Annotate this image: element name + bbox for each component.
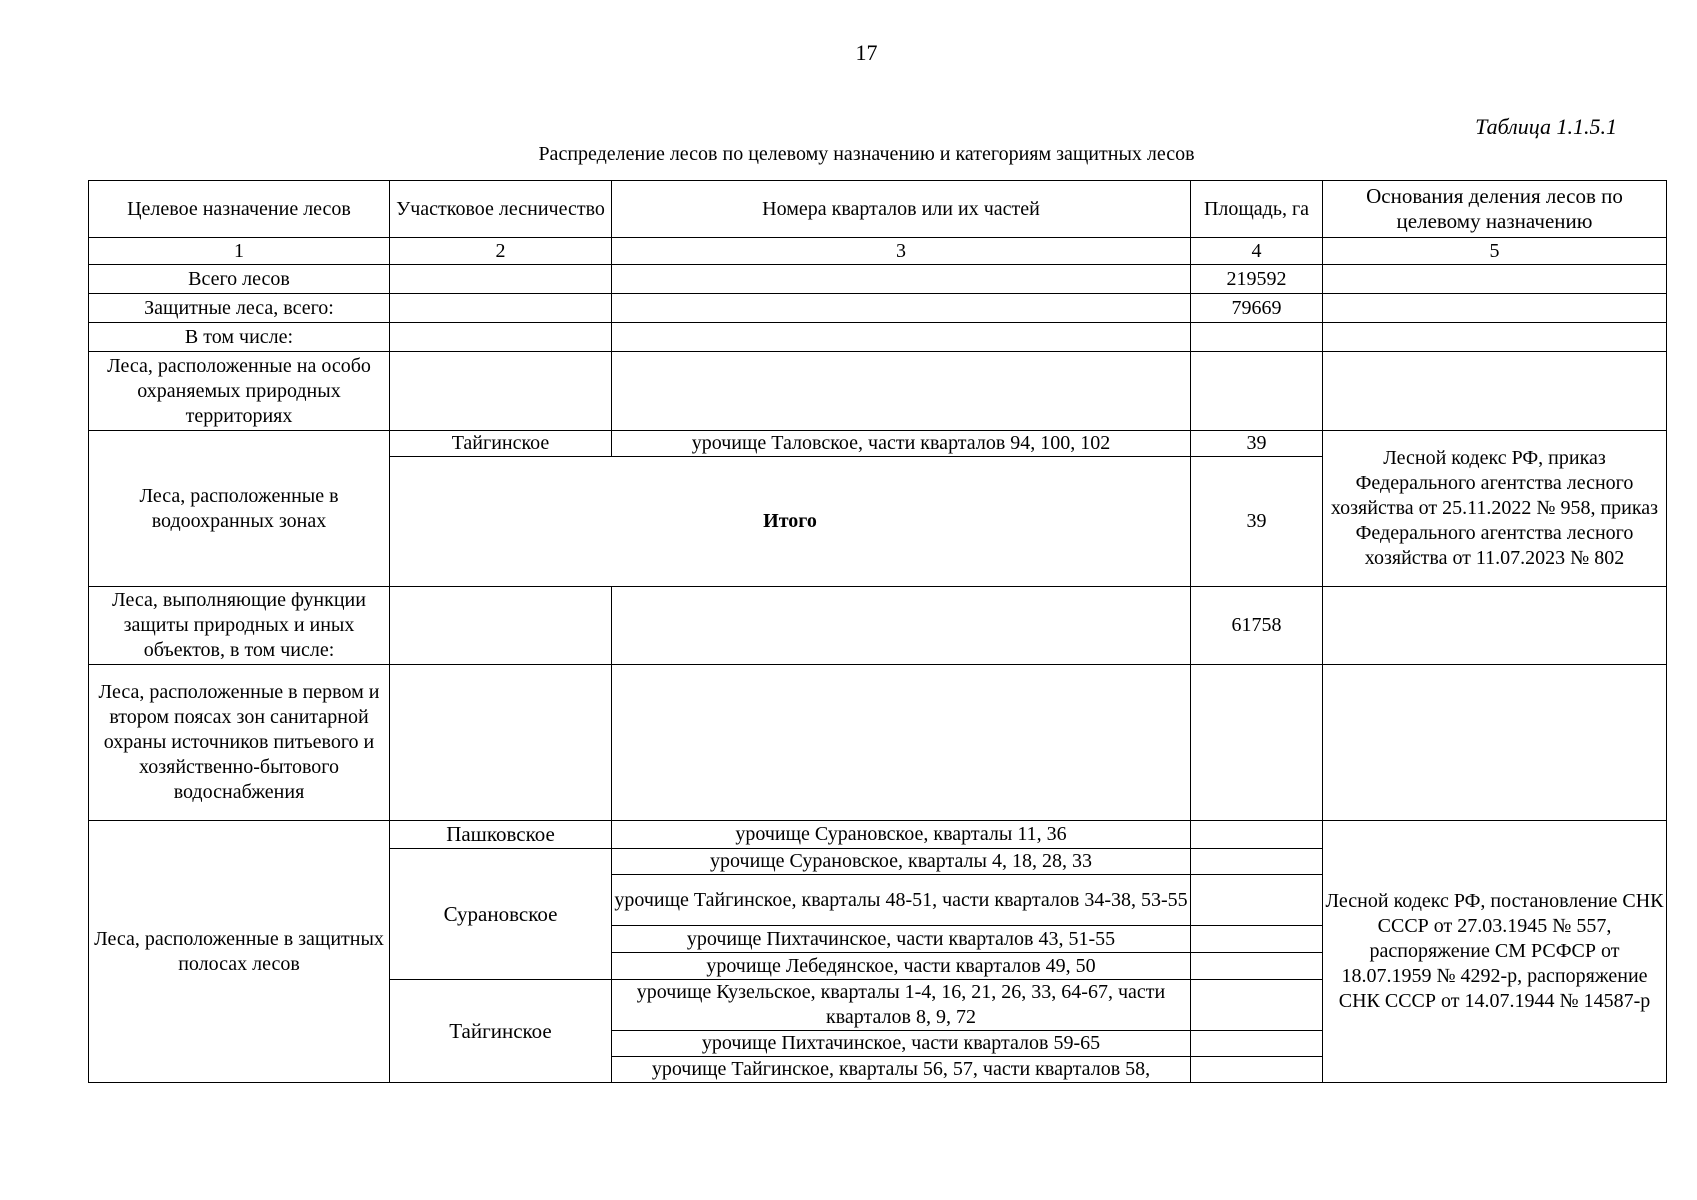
cell-empty [390, 587, 612, 665]
table-label: Таблица 1.1.5.1 [1475, 114, 1617, 139]
cell-area: 61758 [1191, 587, 1323, 665]
cell-empty [1191, 953, 1323, 980]
table-row [89, 821, 1667, 849]
cell-forestry: Пашковское [390, 821, 612, 849]
cell-empty [1191, 1057, 1323, 1083]
page-number: 17 [855, 40, 878, 65]
cell-empty [612, 265, 1191, 294]
cell-empty [1191, 352, 1323, 431]
total-label: Итого [390, 457, 1191, 587]
cell-basis: Лесной кодекс РФ, постановление СНК СССР от 27.03.1945 № 557, распоряжение СМ РСФСР от 18.07.1959 № 4292-р, распоряжение СНК СССР от 14.07.1944 № 14587-р [1323, 821, 1667, 1083]
row-label: Защитные леса, всего: [89, 294, 390, 323]
header-basis: Основания деления лесов по целевому назначению [1323, 181, 1667, 238]
cell-empty [1191, 323, 1323, 352]
cell-quarters: урочище Таловское, части кварталов 94, 100, 102 [612, 431, 1191, 457]
header-row [89, 181, 1667, 238]
table-caption: Распределение лесов по целевому назначению и категориям защитных лесов [538, 143, 1195, 165]
cell-quarters: урочище Пихтачинское, части кварталов 59-65 [612, 1031, 1191, 1057]
cell-forestry: Тайгинское [390, 980, 612, 1083]
cell-empty [1191, 665, 1323, 821]
cell-quarters: урочище Сурановское, кварталы 4, 18, 28, 33 [612, 849, 1191, 875]
cell-empty [390, 352, 612, 431]
cell-empty [390, 294, 612, 323]
cell-area: 39 [1191, 431, 1323, 457]
cell-area: 219592 [1191, 265, 1323, 294]
cell-empty [1323, 587, 1667, 665]
cell-forestry: Сурановское [390, 849, 612, 980]
cell-empty [1323, 352, 1667, 431]
cell-empty [1191, 980, 1323, 1031]
cell-quarters: урочище Лебедянское, части кварталов 49, 50 [612, 953, 1191, 980]
column-number: 1 [89, 238, 390, 265]
row-label: Леса, расположенные на особо охраняемых природных территориях [89, 352, 390, 431]
cell-quarters: урочище Тайгинское, кварталы 56, 57, части кварталов 58, [612, 1057, 1191, 1083]
table-row [89, 665, 1667, 821]
cell-quarters: урочище Тайгинское, кварталы 48-51, части кварталов 34-38, 53-55 [612, 875, 1191, 926]
cell-quarters: урочище Сурановское, кварталы 11, 36 [612, 821, 1191, 849]
table-row [89, 265, 1667, 294]
table-row [89, 352, 1667, 431]
cell-quarters: урочище Кузельское, кварталы 1-4, 16, 21, 26, 33, 64-67, части кварталов 8, 9, 72 [612, 980, 1191, 1031]
cell-empty [390, 265, 612, 294]
column-number: 4 [1191, 238, 1323, 265]
row-label: Леса, выполняющие функции защиты природных и иных объектов, в том числе: [89, 587, 390, 665]
cell-empty [612, 352, 1191, 431]
cell-empty [612, 665, 1191, 821]
table-row [89, 294, 1667, 323]
cell-forestry: Тайгинское [390, 431, 612, 457]
column-number: 2 [390, 238, 612, 265]
cell-empty [612, 587, 1191, 665]
header-forestry: Участковое лесничество [390, 181, 612, 238]
header-quarters: Номера кварталов или их частей [612, 181, 1191, 238]
row-label: Леса, расположенные в защитных полосах лесов [89, 821, 390, 1083]
header-area: Площадь, га [1191, 181, 1323, 238]
cell-empty [1191, 1031, 1323, 1057]
table-row [89, 323, 1667, 352]
cell-empty [1323, 323, 1667, 352]
cell-basis: Лесной кодекс РФ, приказ Федерального агентства лесного хозяйства от 25.11.2022 № 958, приказ Федерального агентства лесного хозяйства от 11.07.2023 № 802 [1323, 431, 1667, 587]
cell-area: 79669 [1191, 294, 1323, 323]
table-row [89, 431, 1667, 457]
cell-empty [1191, 849, 1323, 875]
row-label: Леса, расположенные в водоохранных зонах [89, 431, 390, 587]
row-label: В том числе: [89, 323, 390, 352]
cell-empty [390, 665, 612, 821]
cell-empty [1323, 265, 1667, 294]
column-number: 3 [612, 238, 1191, 265]
cell-empty [1191, 926, 1323, 953]
column-number-row [89, 238, 1667, 265]
cell-empty [612, 323, 1191, 352]
header-purpose: Целевое назначение лесов [89, 181, 390, 238]
row-label: Леса, расположенные в первом и втором поясах зон санитарной охраны источников питьевого и хозяйственно-бытового водоснабжения [89, 665, 390, 821]
cell-quarters: урочище Пихтачинское, части кварталов 43, 51-55 [612, 926, 1191, 953]
cell-empty [1191, 875, 1323, 926]
cell-empty [612, 294, 1191, 323]
cell-empty [1191, 821, 1323, 849]
column-number: 5 [1323, 238, 1667, 265]
cell-empty [390, 323, 612, 352]
cell-empty [1323, 665, 1667, 821]
table-row [89, 587, 1667, 665]
forest-distribution-table [88, 180, 1667, 1083]
cell-empty [1323, 294, 1667, 323]
row-label: Всего лесов [89, 265, 390, 294]
cell-area: 39 [1191, 457, 1323, 587]
